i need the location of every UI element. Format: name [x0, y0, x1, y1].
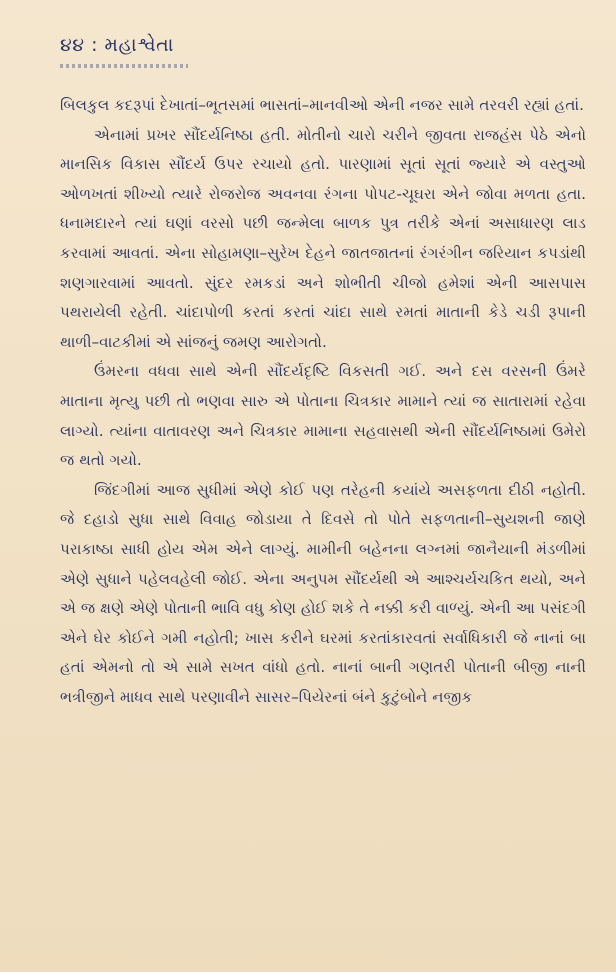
page-header: ૪૪ : મહાશ્વેતા	[60, 34, 174, 56]
paragraph-4: જિંદગીમાં આજ સુધીમાં એણે કોઈ પણ તરેહની કયાંયે અસફળતા દીઠી નહોતી. જે દહાડો સુધા સાથે વિવાહ જોડાયા તે દિવસે તો પોતે સફળતાની–સુયશની જાણે પરાકાષ્ઠા સાધી હોય એમ એને લાગ્યું. મામીની બહેનના લગ્નમાં જાનૈયાની મંડળીમાં એણે સુધાને પહેલવહેલી જોઈ. એના અનુપમ સૌંદર્યથી એ આશ્ચર્યચકિત થયો, અને એ જ ક્ષણે એણે પોતાની ભાવિ વધુ કોણ હોઈ શકે તે નક્કી કરી વાળ્યું. એની આ પસંદગી એને ઘેર કોઈને ગમી નહોતી; ખાસ કરીને ઘરમાં કરતાંકારવતાં સર્વાધિકારી જે નાનાં બા હતાં એમનો તો એ સામે સખત વાંધો હતો. નાનાં બાની ગણતરી પોતાની બીજી નાની ભત્રીજીને માધવ સાથે પરણાવીને સાસર–પિયેરનાં બંને કુટુંબોને નજીક	[60, 480, 586, 706]
paragraph-1: બિલકુલ કદરૂપાં દેખાતાં–ભૂતસમાં ભાસતાં–માનવીઓ એની નજર સામે તરવરી રહ્યાં હતાં.	[60, 96, 584, 114]
paragraph-3: ઉંમરના વધવા સાથે એની સૌંદર્યદૃષ્ટિ વિકસતી ગઈ. અને દસ વરસની ઉંમરે માતાના મૃત્યુ પછી તો ભણવા સારુ એ પોતાના ચિત્રકાર મામાને ત્યાં જ સાતારામાં રહેવા લાગ્યો. ત્યાંના વાતાવરણ અને ચિત્રકાર મામાના સહવાસથી એની સૌંદર્યનિષ્ઠામાં ઉમેરો જ થતો ગયો.	[60, 362, 586, 470]
paragraph-2: એનામાં પ્રખર સૌંદર્યનિષ્ઠા હતી. મોતીનો ચારો ચરીને જીવતા રાજહંસ પેઠે એનો માનસિક વિકાસ સૌંદર્ય ઉપર રચાયો હતો. પારણામાં સૂતાં સૂતાં જ્યારે એ વસ્તુઓ ઓળખતાં શીખ્યો ત્યારે રોજરોજ અવનવા રંગના પોપટ-ચૂઘરા એને જોવા મળતા હતા. ધનામદારને ત્યાં ઘણાં વરસો પછી જન્મેલા બાળક પુત્ર તરીકે એનાં અસાધારણ લાડ કરવામાં આવતાં. એના સોહામણા–સુરેખ દેહને જાતજાતનાં રંગરંગીન જરિયાન કપડાંથી શણગારવામાં આવતો. સુંદર રમકડાં અને શોભીતી ચીજો હમેશાં એની આસપાસ પથરાયેલી રહેતી. ચાંદાપોળી કરતાં કરતાં ચાંદા સાથે રમતાં માતાની કેડે ચડી રૂપાની થાળી–વાટકીમાં એ સાંજનું જમણ આરોગતો.	[60, 125, 586, 351]
body-text	[60, 91, 586, 712]
header-underline	[60, 64, 188, 68]
